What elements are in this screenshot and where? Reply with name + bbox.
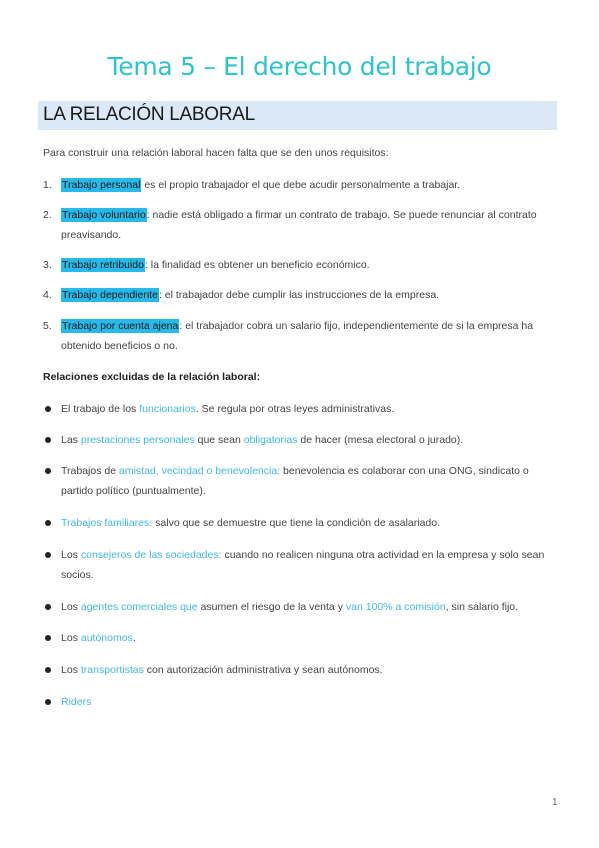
bullet-icon bbox=[45, 520, 51, 526]
item-number: 5. bbox=[43, 320, 52, 332]
numbered-item-2 bbox=[43, 205, 557, 245]
bullet-keyword: autónomos bbox=[80, 632, 133, 644]
item-text: : nadie está obligado a firmar un contrato de trabajo. Se puede renunciar al contrato preavisando. bbox=[61, 209, 537, 241]
excluded-relations-heading: Relaciones excluidas de la relación laboral: bbox=[43, 371, 261, 383]
bullet-text: Los bbox=[61, 601, 81, 613]
numbered-item-1 bbox=[43, 175, 557, 195]
item-number: 4. bbox=[43, 289, 52, 301]
bullet-icon bbox=[45, 437, 51, 443]
bullet-icon bbox=[45, 699, 51, 705]
bullet-text: con autorización administrativa y sean autónomos. bbox=[143, 664, 383, 676]
bullet-text: Los bbox=[61, 549, 81, 561]
bullet-keyword: van 100% a comisión bbox=[345, 601, 446, 613]
bullet-text: Trabajos de bbox=[61, 465, 119, 477]
bullet-item-9 bbox=[43, 692, 557, 712]
bullet-icon bbox=[45, 468, 51, 474]
item-text: : el trabajador debe cumplir las instrucciones de la empresa. bbox=[158, 289, 440, 301]
bullet-keyword: obligatorias bbox=[243, 434, 298, 446]
highlighted-term: Trabajo retribuido bbox=[62, 259, 144, 271]
bullet-text: de hacer (mesa electoral o jurado). bbox=[297, 434, 464, 446]
highlighted-term: Trabajo personal bbox=[62, 179, 141, 191]
bullet-text: El trabajo de los bbox=[61, 403, 140, 415]
bullet-text: . Se regula por otras leyes administrativas. bbox=[195, 403, 395, 415]
bullet-text: benevolencia es colaborar con una ONG, sindicato o partido político (puntualmente). bbox=[61, 465, 529, 497]
bullet-icon bbox=[45, 552, 51, 558]
bullet-icon bbox=[45, 406, 51, 412]
bullet-text: cuando no realicen ninguna otra actividad en la empresa y solo sean socios. bbox=[61, 549, 545, 581]
bullet-icon bbox=[45, 635, 51, 641]
highlighted-term: Trabajo voluntario bbox=[62, 209, 146, 221]
bullet-keyword: funcionarios bbox=[139, 403, 196, 415]
bullet-text: Los bbox=[61, 664, 81, 676]
bullet-text: que sean bbox=[194, 434, 244, 446]
bullet-icon bbox=[45, 667, 51, 673]
item-number: 1. bbox=[43, 179, 52, 191]
numbered-item-3 bbox=[43, 255, 557, 275]
bullet-item-2 bbox=[43, 430, 557, 450]
bullet-keyword: transportistas bbox=[80, 664, 144, 676]
bullet-text: asumen el riesgo de la venta y bbox=[197, 601, 346, 613]
page-number: 1 bbox=[552, 797, 558, 808]
bullet-item-7 bbox=[43, 628, 557, 648]
bullet-keyword: prestaciones personales bbox=[80, 434, 195, 446]
item-text: : el trabajador cobra un salario fijo, independientemente de si la empresa ha obtenido beneficios o no. bbox=[61, 320, 534, 352]
bullet-text: , sin salario fijo. bbox=[445, 601, 519, 613]
item-text: : la finalidad es obtener un beneficio económico. bbox=[144, 259, 370, 271]
item-number: 2. bbox=[43, 209, 52, 221]
section-heading: LA RELACIÓN LABORAL bbox=[43, 104, 255, 125]
item-text: es el propio trabajador el que debe acudir personalmente a trabajar. bbox=[141, 179, 461, 191]
bullet-item-8 bbox=[43, 660, 557, 680]
bullet-item-4 bbox=[43, 513, 557, 533]
document-title: Tema 5 – El derecho del trabajo bbox=[107, 52, 492, 81]
bullet-item-5 bbox=[43, 545, 557, 585]
bullet-icon bbox=[45, 604, 51, 610]
bullet-keyword: Riders bbox=[61, 696, 92, 708]
highlighted-term: Trabajo dependiente bbox=[62, 289, 158, 301]
numbered-item-4 bbox=[43, 285, 557, 305]
bullet-keyword: consejeros de las sociedades: bbox=[80, 549, 222, 561]
bullet-item-6 bbox=[43, 597, 557, 617]
bullet-text: . bbox=[132, 632, 136, 644]
bullet-item-1 bbox=[43, 399, 557, 419]
bullet-text: Los bbox=[61, 632, 81, 644]
intro-paragraph: Para construir una relación laboral hacen falta que se den unos requisitos: bbox=[43, 147, 389, 159]
bullet-text: salvo que se demuestre que tiene la condición de asalariado. bbox=[152, 517, 441, 529]
highlighted-term: Trabajo por cuenta ajena bbox=[62, 320, 179, 332]
bullet-text: Las bbox=[61, 434, 81, 446]
bullet-keyword: amistad, vecindad o benevolencia: bbox=[118, 465, 281, 477]
item-number: 3. bbox=[43, 259, 52, 271]
bullet-item-3 bbox=[43, 461, 557, 501]
numbered-item-5 bbox=[43, 316, 557, 356]
bullet-keyword: agentes comerciales que bbox=[80, 601, 198, 613]
bullet-keyword: Trabajos familiares: bbox=[61, 517, 153, 529]
